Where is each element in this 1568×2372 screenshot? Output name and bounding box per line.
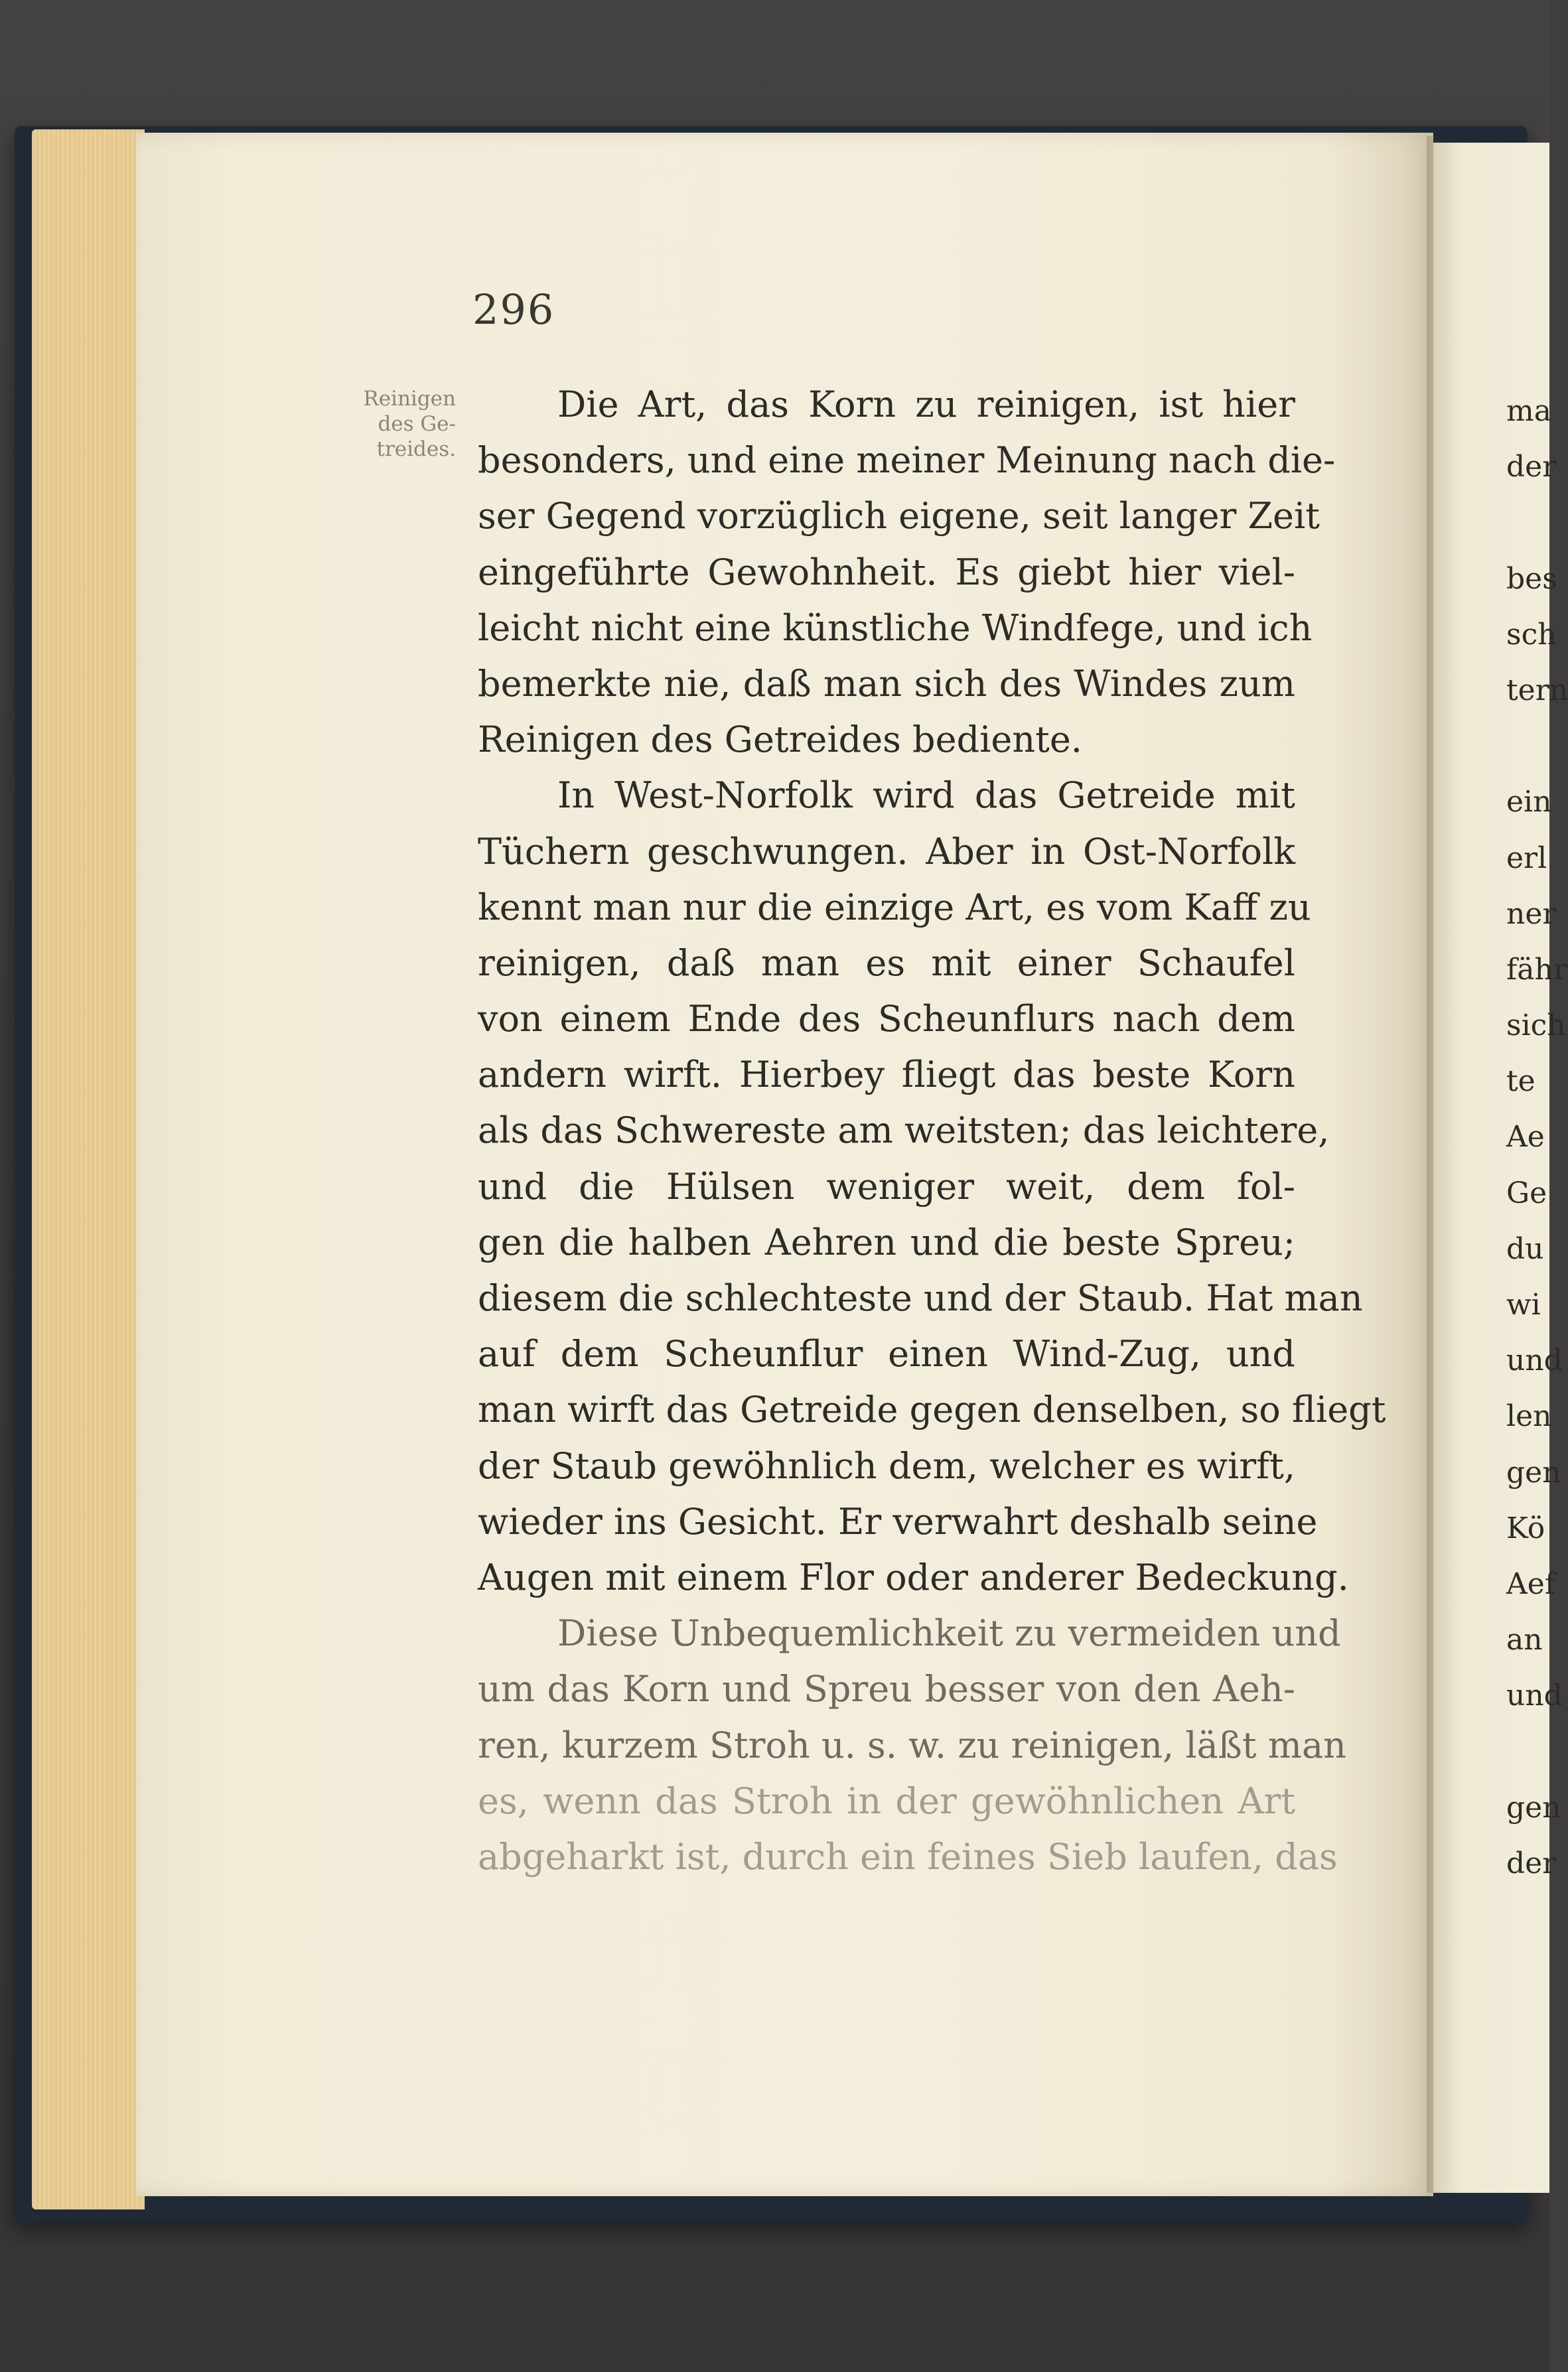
right-page-fragment: erl — [1506, 841, 1547, 875]
right-page-fragment: tern — [1506, 673, 1568, 707]
right-page-fragment: bes — [1506, 561, 1557, 596]
right-page-text-fragments — [1506, 384, 1568, 1892]
text-line: leicht nicht eine künstliche Windfege, und ich — [478, 606, 1313, 649]
body-text — [478, 377, 1386, 1885]
text-line: man wirft das Getreide gegen denselben, so fliegt — [478, 1389, 1386, 1431]
marginal-note — [340, 386, 456, 462]
right-page-fragment: sich — [1506, 1009, 1566, 1043]
text-line: als das Schwereste am weitsten; das leichtere, — [478, 1109, 1330, 1152]
right-page-fragment: und — [1506, 1344, 1563, 1378]
text-line: es, wenn das Stroh in der gewöhnlichen Art — [478, 1779, 1295, 1822]
right-page-fragment — [1506, 495, 1549, 551]
text-line: kennt man nur die einzige Art, es vom Kaff zu — [478, 886, 1311, 928]
right-page-fragment: fähr — [1506, 952, 1567, 987]
text-line: von einem Ende des Scheunflurs nach dem — [478, 998, 1295, 1040]
page-edges — [32, 129, 145, 2209]
text-line: reinigen, daß man es mit einer Schaufel — [478, 942, 1295, 984]
right-page-fragment: gen — [1506, 1790, 1561, 1825]
right-page-fragment: len — [1506, 1399, 1552, 1434]
text-line: Augen mit einem Flor oder anderer Bedeckung. — [478, 1556, 1349, 1598]
right-page-fragment: der — [1506, 450, 1557, 484]
right-page-fragment — [1506, 1724, 1549, 1780]
right-page-fragment — [1506, 719, 1549, 774]
text-line: der Staub gewöhnlich dem, welcher es wirft, — [478, 1444, 1295, 1487]
text-line: um das Korn und Spreu besser von den Aeh- — [478, 1668, 1295, 1710]
text-line: Die Art, das Korn zu reinigen, ist hier — [557, 384, 1295, 425]
right-page-fragment: sch — [1506, 617, 1557, 652]
text-line: gen die halben Aehren und die beste Spreu; — [478, 1221, 1295, 1263]
marginal-note-line: des Ge- — [378, 412, 456, 436]
right-page-fragment: ein — [1506, 785, 1552, 819]
text-line: ren, kurzem Stroh u. s. w. zu reinigen, läßt man — [478, 1724, 1346, 1766]
text-line: eingeführte Gewohnheit. Es giebt hier viel- — [478, 551, 1295, 593]
text-line: besonders, und eine meiner Meinung nach die- — [478, 439, 1336, 482]
right-page-fragment: Kö — [1506, 1511, 1545, 1545]
text-line: ser Gegend vorzüglich eigene, seit langer Zeit — [478, 495, 1320, 537]
text-line: andern wirft. Hierbey fliegt das beste Korn — [478, 1054, 1295, 1096]
right-page-fragment: te — [1506, 1064, 1535, 1099]
text-line: Reinigen des Getreides bediente. — [478, 719, 1082, 761]
text-line: diesem die schlechteste und der Staub. Hat man — [478, 1277, 1363, 1319]
right-page-fragment: Ae — [1506, 1120, 1545, 1154]
text-line: abgeharkt ist, durch ein feines Sieb laufen, das — [478, 1835, 1338, 1878]
right-page-fragment: du — [1506, 1231, 1544, 1266]
text-line: auf dem Scheunflur einen Wind-Zug, und — [478, 1333, 1295, 1375]
text-line: Tüchern geschwungen. Aber in Ost-Norfolk — [478, 830, 1295, 872]
right-page-fragment: wi — [1506, 1288, 1541, 1322]
right-page-fragment: Ge — [1506, 1176, 1547, 1210]
text-line: bemerkte nie, daß man sich des Windes zum — [478, 662, 1295, 705]
right-page-fragment: ner — [1506, 896, 1557, 931]
right-page-fragment: an — [1506, 1623, 1543, 1657]
right-page-fragment: ma — [1506, 394, 1551, 428]
text-line: und die Hülsen weniger weit, dem fol- — [478, 1165, 1295, 1208]
marginal-note-line: Reinigen — [363, 387, 456, 411]
text-line: In West-Norfolk wird das Getreide mit — [557, 774, 1295, 817]
right-page-fragment: und — [1506, 1679, 1563, 1713]
marginal-note-line: treides. — [376, 437, 456, 461]
right-page-fragment: der — [1506, 1846, 1557, 1880]
page-number: 296 — [472, 285, 555, 334]
right-page-fragment: gen — [1506, 1455, 1561, 1490]
text-line: wieder ins Gesicht. Er verwahrt deshalb seine — [478, 1500, 1318, 1543]
text-line: Diese Unbequemlichkeit zu vermeiden und — [557, 1612, 1341, 1655]
right-page-fragment: Aef — [1506, 1567, 1556, 1601]
